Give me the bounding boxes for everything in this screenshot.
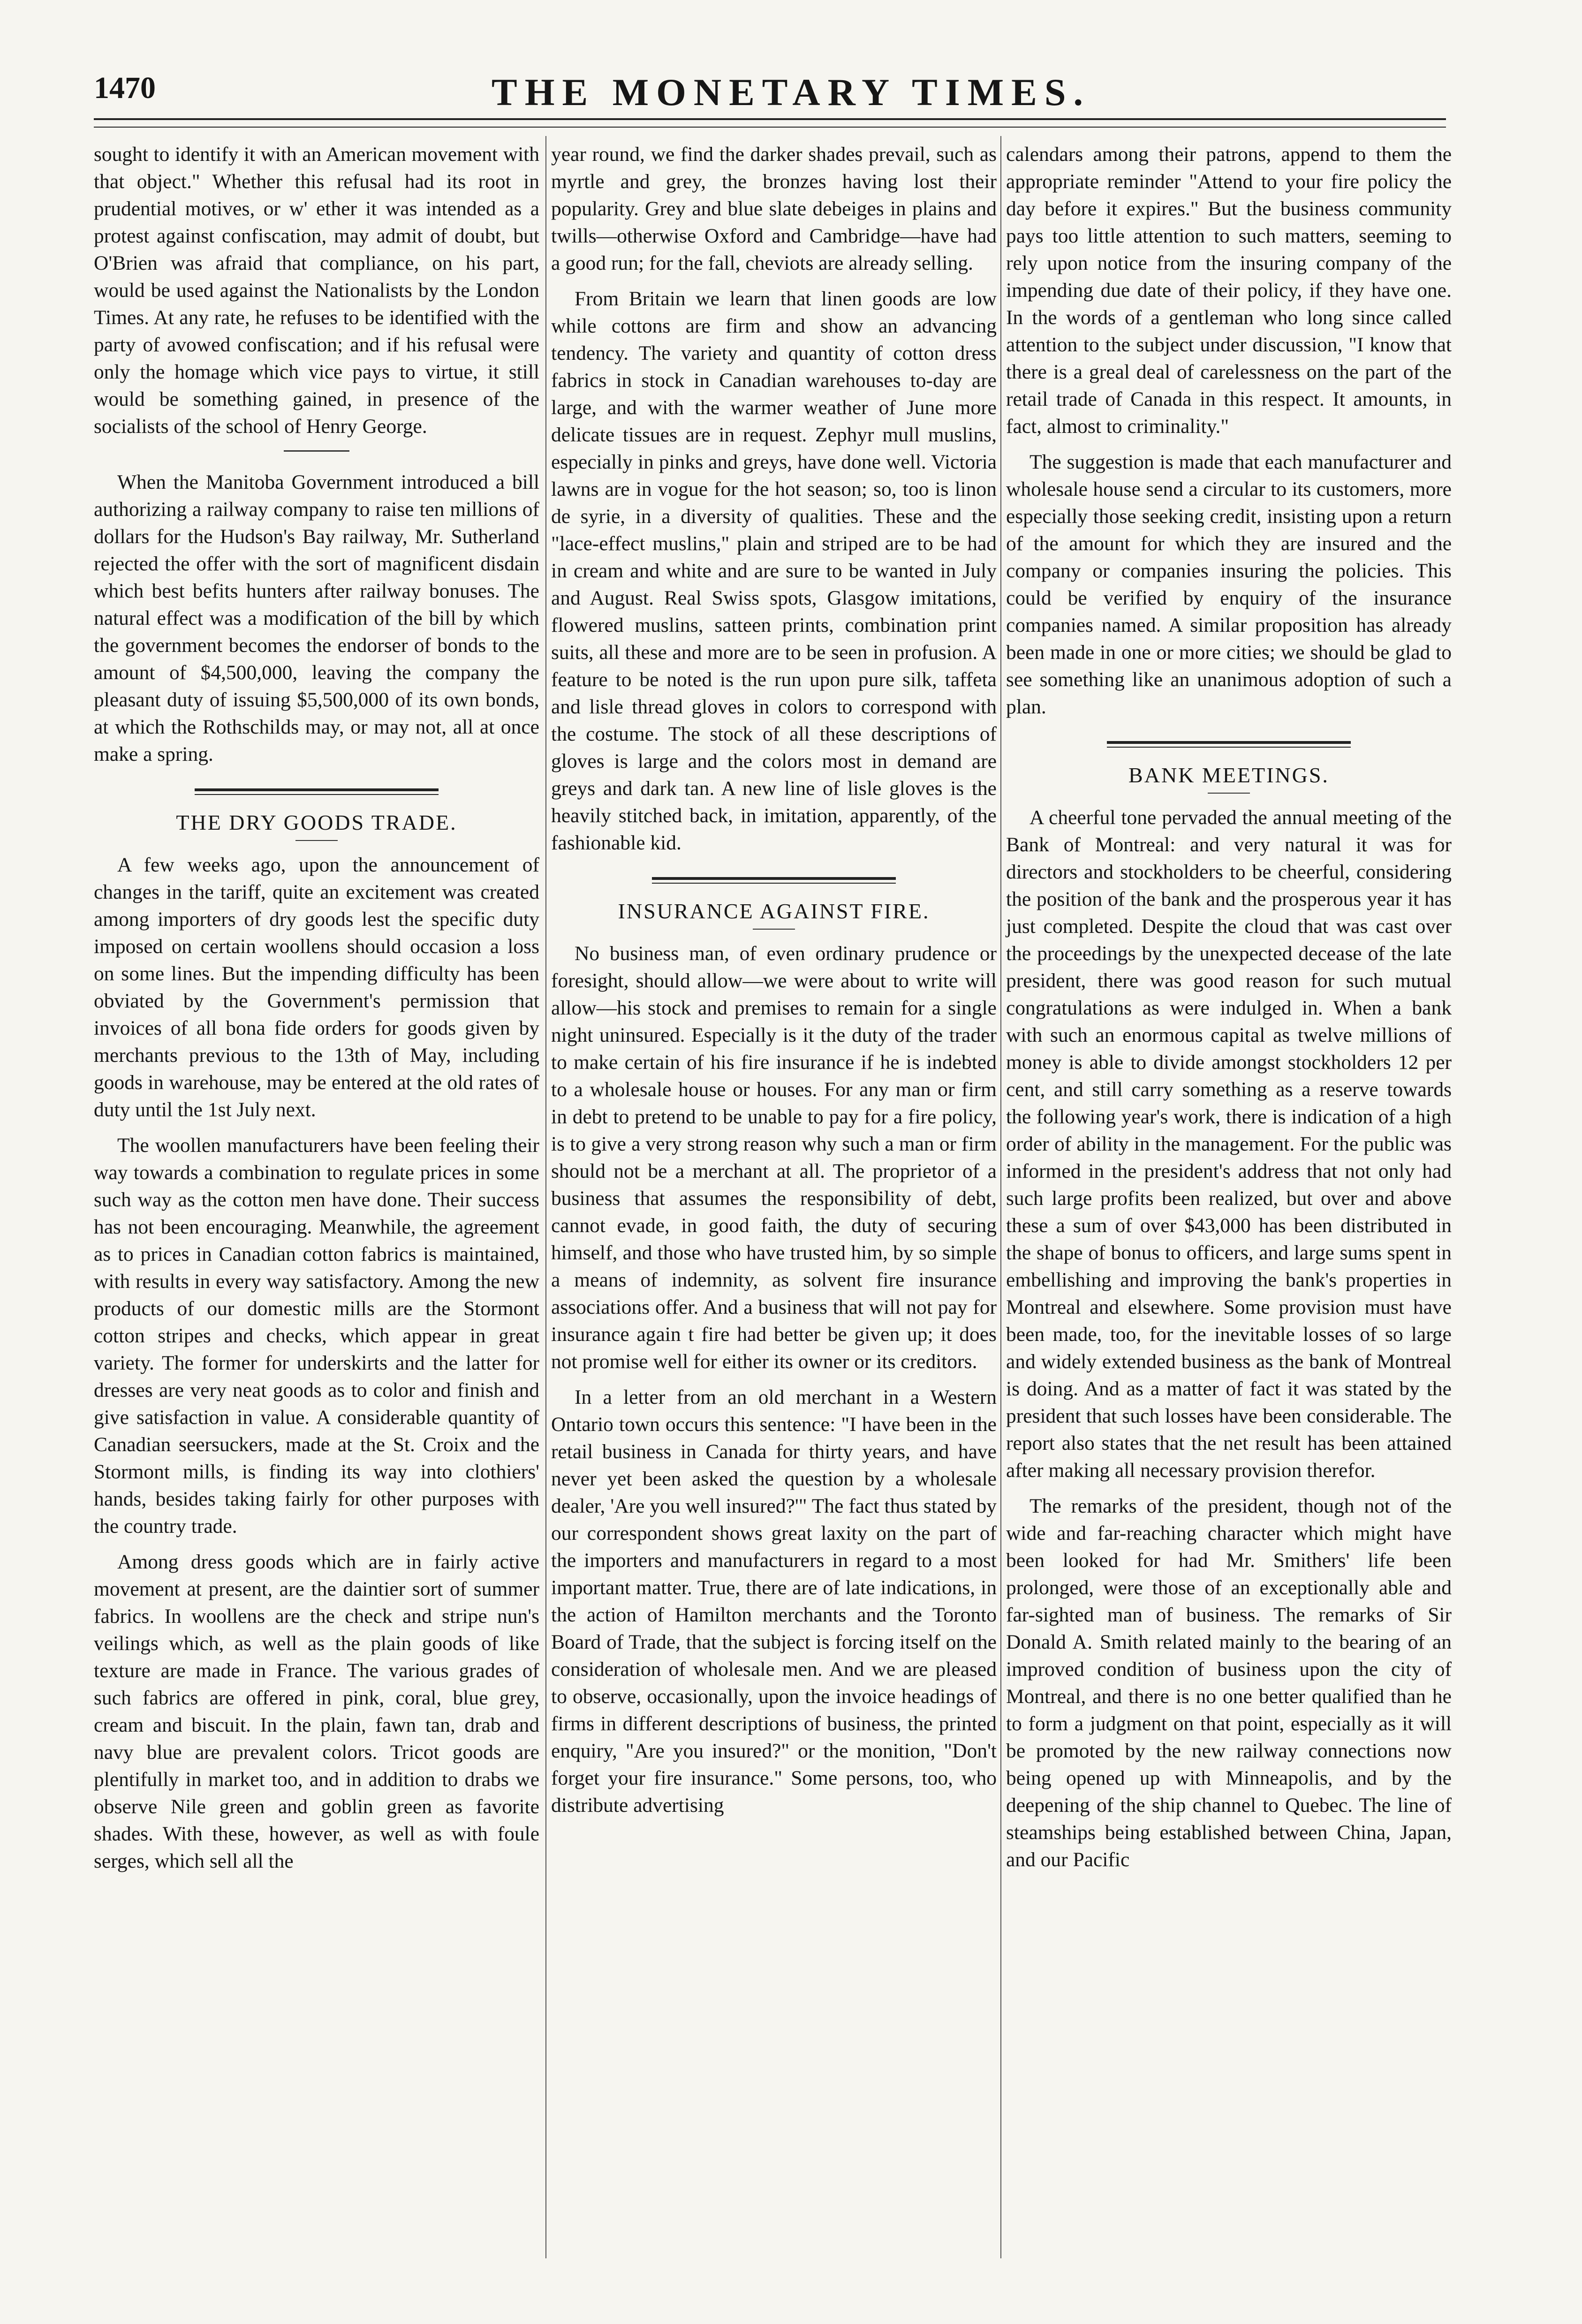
paragraph: calendars among their patrons, append to them the appropriate reminder "Attend to your fire policy the day before it expires." But the business community pays too little attention to such matters, seeming to rely upon notice from the insuring company of the impending due date of their policy, if they have one. In the words of a gentleman who long since called attention to the subject under discussion, "I know that there is a greal deal of carelessness on the part of the retail trade of Canada in this respect. It amounts, in fact, almost to criminality." (1006, 143, 1452, 438)
section-heading-dry-goods: THE DRY GOODS TRADE. (176, 810, 457, 834)
column-divider (1000, 136, 1001, 2258)
paragraph: Among dress goods which are in fairly active movement at present, are the daintier sort of summer fabrics. In woollens are the check and stripe nun's veilings which, as well as the plain goods of like texture are made in France. The various grades of such fabrics are offered in pink, coral, blue grey, cream and biscuit. In the plain, fawn tan, drab and navy blue are prevalent colors. Tricot goods are plentifully in market too, and in addition to drabs we observe Nile green and goblin green as favorite shades. With these, however, as well as with foule serges, which sell all the (94, 1551, 539, 1872)
masthead-title: THE MONETARY TIMES. (492, 71, 1090, 114)
paragraph: The suggestion is made that each manufacturer and wholesale house send a circular to its customers, more especially those seeking credit, insisting upon a return of the amount for which they are insured and the company or companies insuring the policies. This could be verified by enquiry of the insurance companies named. A similar proposition has already been made in one or more cities; we should be glad to see something like an unanimous adoption of such a plan. (1006, 451, 1452, 718)
heading-rule (652, 877, 896, 884)
column-1 (94, 141, 539, 1883)
paragraph: From Britain we learn that linen goods are low while cottons are firm and show an advancing tendency. The variety and quantity of cotton dress fabrics in stock in Canadian warehouses to-day are large, and with the warmer weather of June more delicate tissues are in request. Zephyr mull muslins, especially in pinks and greys, have done well. Victoria lawns are in vogue for the hot season; so, too is linon de syrie, in a diversity of qualities. These and the "lace-effect muslins," plain and striped are to be had in cream and white and are sure to be wanted in July and August. Real Swiss spots, Glasgow imitations, flowered muslins, satteen prints, combination print suits, all these and more are to be seen in profusion. A feature to be noted is the run upon pure silk, taffeta and lisle thread gloves in colors to correspond with the costume. The stock of all these descriptions of gloves is large and the colors most in demand are greys and dark tan. A new line of lisle gloves is the heavily stitched back, in imitation, apparently, of the fashionable kid. (551, 288, 997, 854)
header-rule-thin (94, 127, 1446, 128)
paragraph: When the Manitoba Government introduced a bill authorizing a railway company to raise ten millions of dollars for the Hudson's Bay railway, Mr. Sutherland rejected the offer with the sort of magnificent disdain which best befits hunters after railway bonuses. The natural effect was a modification of the bill by which the government becomes the endorser of bonds to the amount of $4,500,000, leaving the company the pleasant duty of issuing $5,500,000 of its own bonds, at which the Rothschilds may, or may not, all at once make a spring. (94, 471, 539, 765)
heading-dash (1208, 793, 1250, 794)
section-heading-insurance: INSURANCE AGAINST FIRE. (618, 899, 930, 923)
column-divider (545, 136, 546, 2258)
paragraph: A few weeks ago, upon the announcement of changes in the tariff, quite an excitement was created among importers of dry goods lest the specific duty imposed on certain woollens should occasion a loss on some lines. But the impending difficulty has been obviated by the Government's permission that invoices of all bona fide orders for goods given by merchants previous to the 13th of May, including goods in warehouse, may be entered at the old rates of duty until the 1st July next. (94, 854, 539, 1121)
column-2 (551, 141, 997, 1827)
section-heading-bank-meetings: BANK MEETINGS. (1128, 763, 1329, 787)
heading-dash (753, 929, 795, 930)
paragraph: year round, we find the darker shades prevail, such as myrtle and grey, the bronzes having lost their popularity. Grey and blue slate debeiges in plains and twills—otherwise Oxford and Cambridge—have had a good run; for the fall, cheviots are already selling. (551, 143, 997, 274)
heading-rule (195, 788, 439, 795)
heading-rule (1107, 741, 1351, 748)
paragraph: The remarks of the president, though not of the wide and far-reaching character which might have been looked for had Mr. Smithers' life been prolonged, were those of an exceptionally able and far-sighted man of business. The remarks of Sir Donald A. Smith related mainly to the bearing of an improved condition of business upon the city of Montreal, and there is no one better qualified than he to form a judgment on that point, especially as it will be promoted by the new railway connections now being opened up with Minneapolis, and by the deepening of the ship channel to Quebec. The line of steamships being established between China, Japan, and our Pacific (1006, 1495, 1452, 1871)
section-separator (284, 450, 349, 452)
column-3 (1006, 141, 1452, 1882)
paragraph: sought to identify it with an American movement with that object." Whether this refusal had its root in prudential motives, or w' ether it was intended as a protest against confiscation, may admit of doubt, but O'Brien was afraid that compliance, on his part, would be used against the Nationalists by the London Times. At any rate, he refuses to be identified with the party of avowed confiscation; and if his refusal were only the homage which vice pays to virtue, it still would be something gained, in presence of the socialists of the school of Henry George. (94, 143, 539, 438)
paragraph: The woollen manufacturers have been feeling their way towards a combination to regulate prices in some such way as the cotton men have done. Their success has not been encouraging. Meanwhile, the agreement as to prices in Canadian cotton fabrics is maintained, with results in every way satisfactory. Among the new products of our domestic mills are the Stormont cotton stripes and checks, which appear in great variety. The former for underskirts and the latter for dresses are very neat goods as to color and finish and give satisfaction in value. A considerable quantity of Canadian seersuckers, made at the St. Croix and the Stormont mills, is finding its way into clothiers' hands, besides taking fairly for other purposes with the country trade. (94, 1134, 539, 1537)
header-rule (94, 118, 1446, 120)
paragraph: A cheerful tone pervaded the annual meeting of the Bank of Montreal: and very natural it was for directors and stockholders to be cheerful, considering the position of the bank and the prosperous year it has just completed. Despite the cloud that was cast over the proceedings by the unexpected decease of the late president, there was good reason for such mutual congratulations as were indulged in. When a bank with such an enormous capital as twelve millions of money is able to divide amongst stockholders 12 per cent, and still carry something as a reserve towards the following year's work, there is indication of a high order of ability in the management. For the public was informed in the president's address that not only had such large profits been realized, but over and above these a sum of over $43,000 has been distributed in the shape of bonus to officers, and large sums spent in embellishing and improving the bank's properties in Montreal and elsewhere. Some provision must have been made, too, for the inevitable losses of so large and widely extended business as the bank of Montreal is doing. And as a matter of fact it was stated by the president that such losses have been considerable. The report also states that the net result has been attained after making all necessary provision therefor. (1006, 806, 1452, 1482)
page-number: 1470 (94, 71, 156, 105)
paragraph: In a letter from an old merchant in a Western Ontario town occurs this sentence: "I have been in the retail business in Canada for thirty years, and have never yet been asked the question by a wholesale dealer, 'Are you well insured?'" The fact thus stated by our correspondent shows great laxity on the part of the importers and manufacturers in regard to a most important matter. True, there are of late indications, in the action of Hamilton merchants and the Toronto Board of Trade, that the subject is forcing itself on the consideration of wholesale men. And we are pleased to observe, occasionally, upon the invoice headings of firms in different descriptions of business, the printed enquiry, "Are you insured?" or the monition, "Don't forget your fire insurance." Some persons, too, who distribute advertising (551, 1386, 997, 1817)
paragraph: No business man, of even ordinary prudence or foresight, should allow—we were about to write will allow—his stock and premises to remain for a single night uninsured. Especially is it the duty of the trader to make certain of his fire insurance if he is indebted to a wholesale house or houses. For any man or firm in debt to pretend to be unable to pay for a fire policy, is to give a very strong reason why such a man or firm should not be a merchant at all. The proprietor of a business that assumes the responsibility of debt, cannot evade, in good faith, the duty of securing himself, and those who have trusted him, by so simple a means of indemnity, as solvent fire insurance associations offer. And a business that will not pay for insurance again t fire had better be given up; it does not promise well for either its owner or its creditors. (551, 942, 997, 1373)
heading-dash (295, 840, 338, 841)
